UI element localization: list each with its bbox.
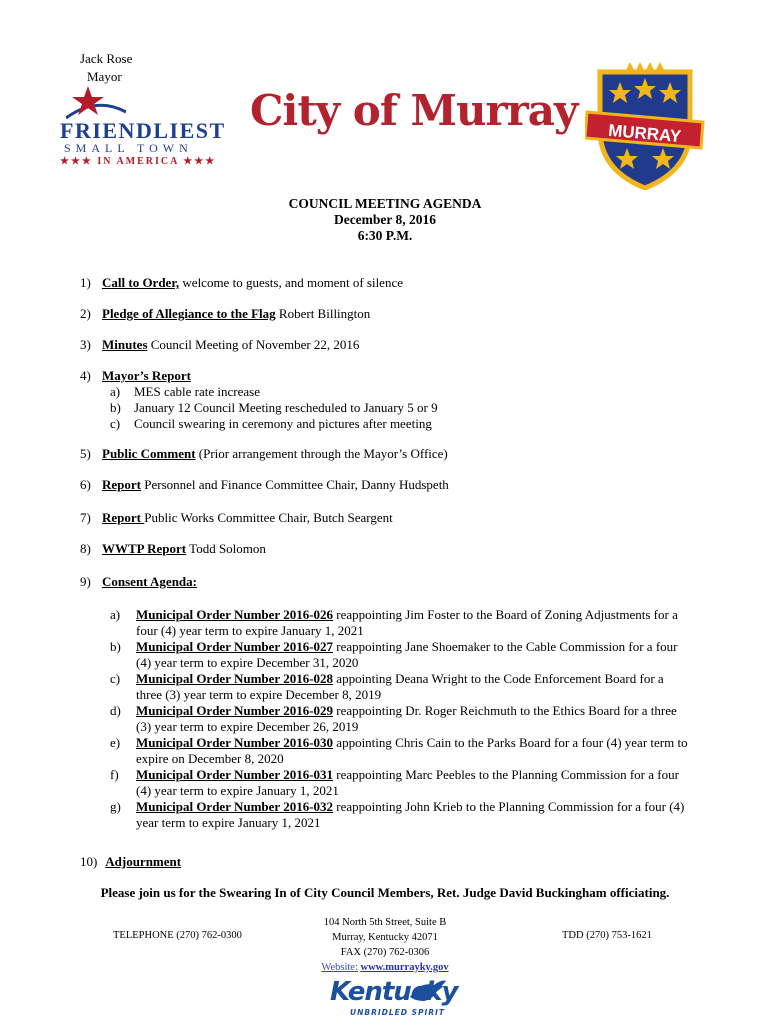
tdd: TDD (270) 753-1621 (562, 930, 652, 941)
item-text: Personnel and Finance Committee Chair, Danny Hudspeth (141, 477, 449, 492)
agenda-item (80, 306, 370, 322)
sub-item: b) January 12 Council Meeting rescheduled to January 5 or 9 (110, 400, 438, 415)
municipal-order: Municipal Order Number 2016-030 (136, 735, 334, 750)
municipal-order: Municipal Order Number 2016-032 (136, 799, 334, 814)
item-number: 4) (80, 368, 91, 383)
sub-item: a) MES cable rate increase (110, 384, 260, 399)
item-number: 6) (80, 477, 91, 492)
swearing-in-note: Please join us for the Swearing In of City Council Members, Ret. Judge David Buckingham officiating. (100, 885, 670, 900)
logo-line-3: ★★★ IN AMERICA ★★★ (60, 156, 217, 167)
item-text: welcome to guests, and moment of silence (179, 275, 403, 290)
mayor-block (80, 50, 132, 86)
item-number: 9) (80, 574, 91, 589)
municipal-order: Municipal Order Number 2016-031 (136, 767, 334, 782)
address-line-1: 104 North 5th Street, Suite B (323, 917, 447, 928)
item-number: 8) (80, 541, 91, 556)
logo-line-2: SMALL TOWN (64, 141, 193, 155)
agenda-item (80, 541, 266, 557)
item-label: Consent Agenda: (102, 574, 197, 589)
item-label: Minutes (102, 337, 148, 352)
friendliest-small-town-logo (58, 86, 226, 167)
item-number: 1) (80, 275, 91, 290)
item-number: 3) (80, 337, 91, 352)
website-link[interactable]: www.murrayky.gov (360, 962, 449, 973)
agenda-item (80, 275, 403, 291)
shield-icon (585, 60, 705, 190)
item-text: Public Works Committee Chair, Butch Seargent (144, 510, 393, 525)
consent-item: g) Municipal Order Number 2016-032 reappointing John Krieb to the Planning Commission for a four (4) year term to expire January 1, 2021 (110, 799, 685, 830)
item-label: Adjournment (105, 854, 182, 869)
consent-item: e) Municipal Order Number 2016-030 appointing Chris Cain to the Parks Board for a four (4) year term to expire on December 8, 2020 (110, 735, 688, 766)
website-line (0, 960, 770, 975)
item-number: 7) (80, 510, 91, 525)
item-number: 2) (80, 306, 91, 321)
agenda-item (80, 574, 197, 590)
address-line-2: Murray, Kentucky 42071 (332, 932, 438, 943)
telephone: TELEPHONE (270) 762-0300 (113, 930, 242, 941)
mayor-name: Jack Rose (80, 51, 133, 66)
item-text: (Prior arrangement through the Mayor’s Office) (195, 446, 448, 461)
consent-agenda-list (110, 607, 690, 831)
municipal-order: Municipal Order Number 2016-026 (136, 607, 334, 622)
municipal-order: Municipal Order Number 2016-027 (136, 639, 334, 654)
consent-item: c) Municipal Order Number 2016-028 appointing Deana Wright to the Code Enforcement Board for a three (3) year term to expire December 8, 2019 (110, 671, 664, 702)
item-label: Report (102, 477, 141, 492)
item-label: Public Comment (102, 446, 196, 461)
agenda-item (80, 854, 181, 870)
municipal-order: Municipal Order Number 2016-029 (136, 703, 334, 718)
kentucky-tagline: UNBRIDLED SPIRIT (350, 1008, 445, 1017)
item-label: WWTP Report (102, 541, 187, 556)
agenda-item (80, 446, 448, 462)
agenda-header (0, 196, 770, 244)
address-block (0, 915, 770, 975)
mayors-report-subitems (110, 384, 438, 432)
kentucky-wordmark: Kentucky (330, 977, 458, 1007)
item-text: Todd Solomon (186, 541, 266, 556)
item-label: Report (102, 510, 145, 525)
item-label: Mayor’s Report (102, 368, 191, 383)
item-text: Robert Billington (275, 306, 371, 321)
agenda-item (80, 510, 393, 526)
agenda-date: December 8, 2016 (333, 212, 437, 227)
city-title: City of Murray (250, 86, 578, 135)
star-icon (66, 86, 126, 122)
agenda-item (80, 337, 359, 353)
consent-item: b) Municipal Order Number 2016-027 reappointing Jane Shoemaker to the Cable Commission for a four (4) year term to expire December 31, 2020 (110, 639, 678, 670)
municipal-order: Municipal Order Number 2016-028 (136, 671, 334, 686)
consent-item: d) Municipal Order Number 2016-029 reappointing Dr. Roger Reichmuth to the Ethics Board for a three (3) year term to expire December 26, 2019 (110, 703, 677, 734)
agenda-title: COUNCIL MEETING AGENDA (288, 196, 482, 211)
agenda-item (80, 477, 449, 493)
item-number: 5) (80, 446, 91, 461)
fax: FAX (270) 762-0306 (340, 947, 430, 958)
item-label: Pledge of Allegiance to the Flag (102, 306, 276, 321)
item-label: Call to Order, (102, 275, 180, 290)
item-number: 10) (80, 854, 98, 869)
logo-line-1: FRIENDLIEST (60, 118, 226, 143)
mayor-title: Mayor (87, 69, 122, 84)
shield-banner-text: MURRAY (607, 120, 682, 147)
consent-item: f) Municipal Order Number 2016-031 reappointing Marc Peebles to the Planning Commission for a four (4) year term to expire January 1, 2021 (110, 767, 679, 798)
consent-item: a) Municipal Order Number 2016-026 reappointing Jim Foster to the Board of Zoning Adjustments for a four (4) year term to expire January 1, 2021 (110, 607, 678, 638)
sub-item: c) Council swearing in ceremony and pictures after meeting (110, 416, 432, 431)
website-label: Website: (321, 962, 358, 973)
agenda-time: 6:30 P.M. (357, 228, 413, 243)
agenda-item (80, 368, 191, 384)
kentucky-logo (320, 975, 458, 1020)
item-text: Council Meeting of November 22, 2016 (147, 337, 360, 352)
